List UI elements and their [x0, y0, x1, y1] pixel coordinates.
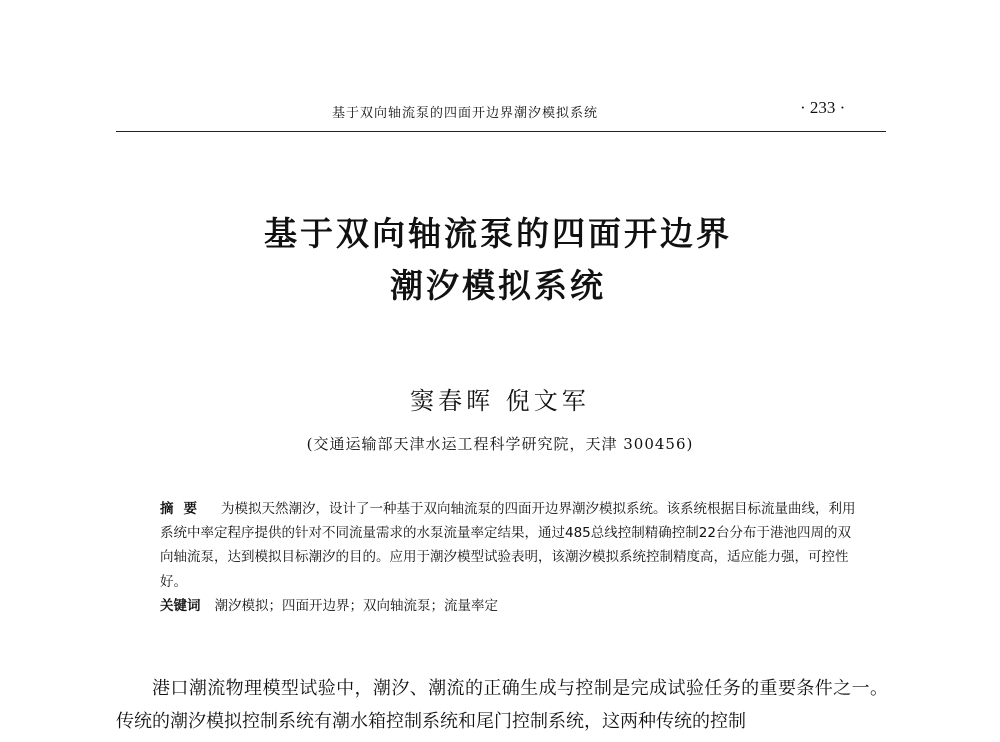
header-rule — [116, 131, 886, 132]
keywords-label: 关键词 — [160, 597, 201, 614]
title-line-1: 基于双向轴流泵的四面开边界 — [264, 214, 732, 253]
authors: 窦春晖 倪文军 — [410, 387, 590, 415]
body-paragraph: 港口潮流物理模型试验中，潮汐、潮流的正确生成与控制是完成试验任务的重要条件之一。传统的潮汐模拟控制系统有潮水箱控制系统和尾门控制系统，这两种传统的控制 — [116, 678, 888, 732]
running-header — [0, 98, 1000, 124]
title-line-2: 潮汐模拟系统 — [390, 266, 606, 305]
abstract-block — [160, 497, 860, 618]
running-title: 基于双向轴流泵的四面开边界潮汐模拟系统 — [332, 106, 599, 121]
abstract-label: 摘要 — [160, 501, 207, 517]
page-number: · 233 · — [800, 98, 846, 117]
keywords-paragraph — [160, 594, 860, 618]
abstract-text: 为模拟天然潮汐，设计了一种基于双向轴流泵的四面开边界潮汐模拟系统。该系统根据目标流量曲线，利用系统中率定程序提供的针对不同流量需求的水泵流量率定结果，通过485总线控制精确控制22台分布于港池四周的双向轴流泵，达到模拟目标潮汐的目的。应用于潮汐模型试验表明，该潮汐模拟系统控制精度高，适应能力强，可控性好。 — [160, 501, 856, 590]
body-text — [116, 672, 888, 738]
article-title — [0, 208, 998, 312]
affiliation: (交通运输部天津水运工程科学研究院，天津 300456) — [306, 435, 694, 453]
keywords-text: 潮汐模拟；四面开边界；双向轴流泵；流量率定 — [214, 597, 498, 614]
abstract-paragraph — [160, 497, 860, 594]
